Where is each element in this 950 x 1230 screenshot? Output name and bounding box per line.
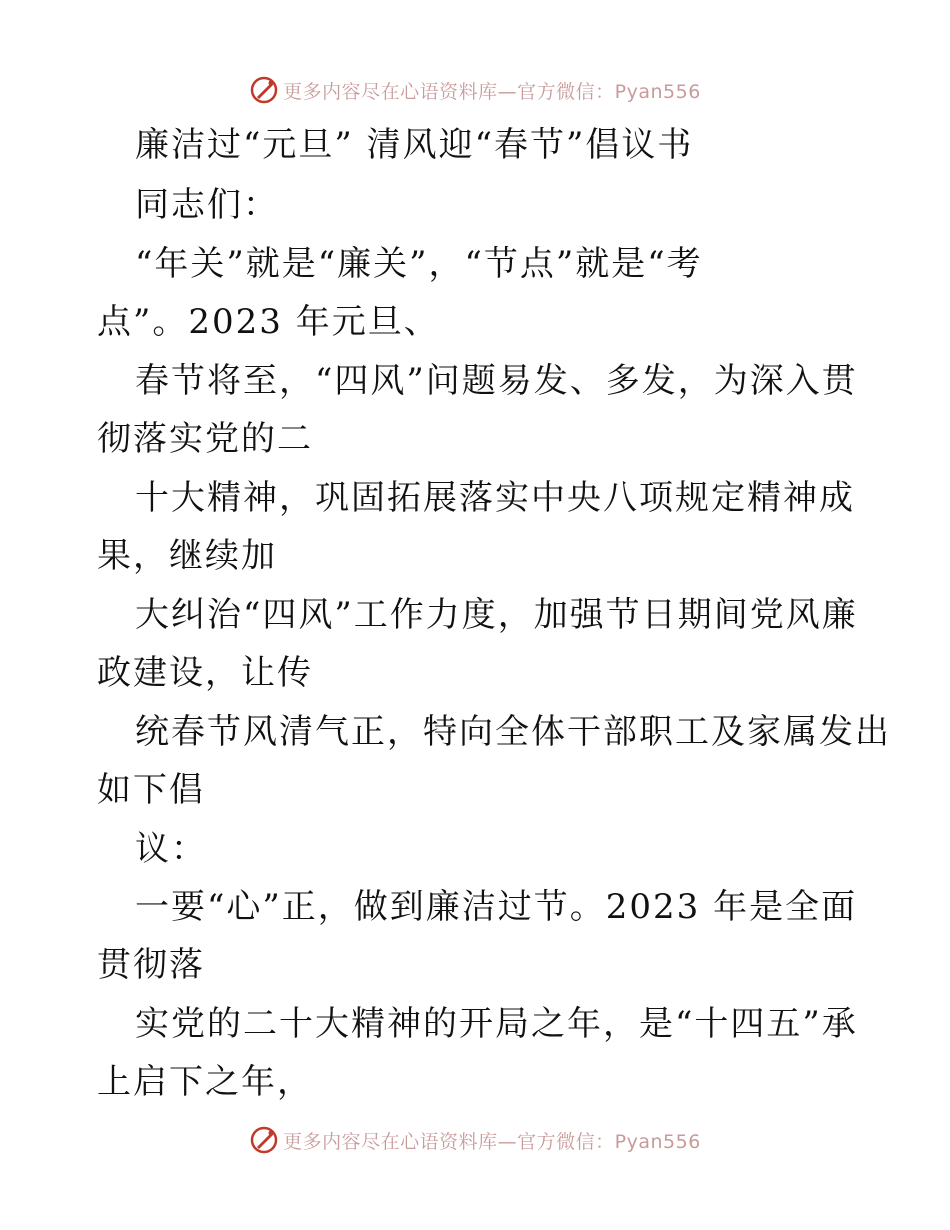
quill-seal-logo-icon — [249, 75, 279, 105]
banner-account: Pyan556 — [614, 1130, 701, 1153]
quill-seal-logo-icon — [249, 1125, 279, 1155]
header-banner — [0, 70, 950, 110]
banner-text — [283, 1127, 701, 1154]
banner-label: 更多内容尽在心语资料库—官方微信： — [283, 80, 615, 103]
paragraph-line: 实党的二十大精神的开局之年，是“十四五”承 — [135, 1004, 858, 1044]
paragraph-line: 议： — [135, 829, 207, 869]
paragraph-line: 点”。2023 年元旦、 — [97, 302, 440, 342]
banner-account: Pyan556 — [614, 80, 701, 103]
paragraph-line: 一要“心”正，做到廉洁过节。2023 年是全面 — [135, 887, 858, 927]
paragraph-line: 彻落实党的二 — [97, 419, 313, 459]
paragraph-line: 如下倡 — [97, 770, 205, 810]
paragraph-line: 十大精神，巩固拓展落实中央八项规定精神成 — [135, 478, 855, 518]
paragraph-line: 贯彻落 — [97, 945, 205, 985]
paragraph-line: 政建设，让传 — [97, 653, 313, 693]
banner-label: 更多内容尽在心语资料库—官方微信： — [283, 1130, 615, 1153]
document-title: 廉洁过“元旦” 清风迎“春节”倡议书 — [135, 125, 694, 165]
paragraph-line: 果，继续加 — [97, 536, 277, 576]
salutation: 同志们： — [135, 185, 279, 225]
banner-text — [283, 77, 701, 104]
paragraph-line: 春节将至，“四风”问题易发、多发，为深入贯 — [135, 361, 858, 401]
paragraph-line: 大纠治“四风”工作力度，加强节日期间党风廉 — [135, 595, 858, 635]
paragraph-line: 统春节风清气正，特向全体干部职工及家属发出 — [135, 712, 891, 752]
footer-banner — [0, 1120, 950, 1160]
paragraph-line: 上启下之年， — [97, 1062, 313, 1102]
paragraph-line: “年关”就是“廉关”，“节点”就是“考 — [135, 244, 703, 284]
